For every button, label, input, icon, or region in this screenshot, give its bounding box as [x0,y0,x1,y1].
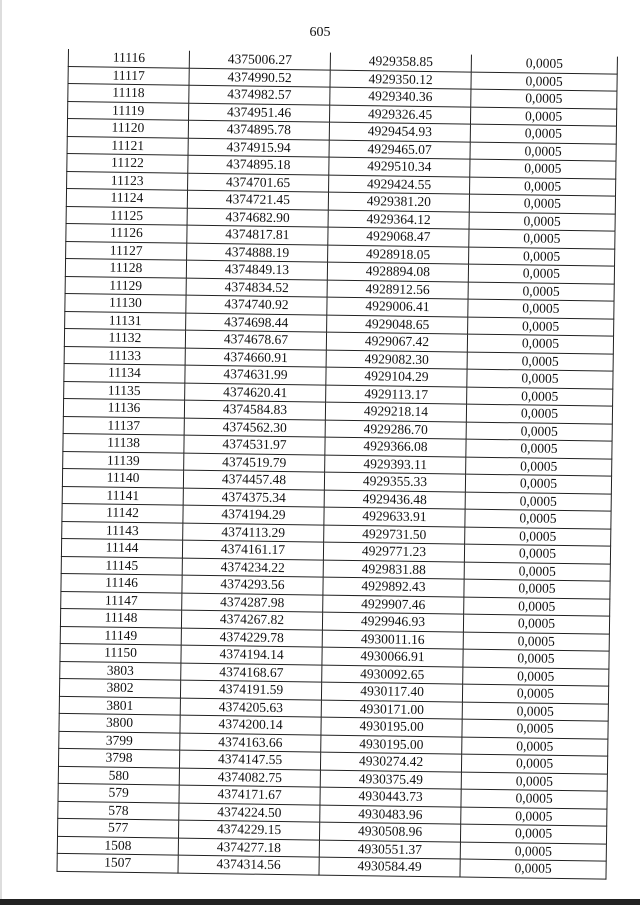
x-coordinate-cell: 4374519.79 [184,453,325,472]
tolerance-cell: 0,0005 [467,387,613,407]
y-coordinate-cell: 4930171.00 [321,700,462,719]
x-coordinate-cell: 4374171.67 [179,785,320,804]
page-number: 605 [309,25,331,40]
point-number-cell: 11133 [64,346,185,365]
y-coordinate-cell: 4930011.16 [322,630,463,649]
point-number-cell: 11143 [62,521,183,540]
y-coordinate-cell: 4929364.12 [328,210,469,229]
point-number-cell: 11137 [63,416,184,435]
y-coordinate-cell: 4929465.07 [329,140,470,159]
y-coordinate-cell: 4929366.08 [325,437,466,456]
y-coordinate-cell: 4930443.73 [320,787,461,806]
point-number-cell: 577 [58,818,179,837]
point-number-cell: 11145 [61,556,182,575]
y-coordinate-cell: 4930117.40 [321,682,462,701]
tolerance-cell: 0,0005 [460,859,606,879]
y-coordinate-cell: 4929358.85 [330,53,471,72]
tolerance-cell: 0,0005 [461,789,607,809]
tolerance-cell: 0,0005 [470,159,616,179]
tolerance-cell: 0,0005 [464,544,610,564]
x-coordinate-cell: 4374531.97 [184,435,325,454]
x-coordinate-cell: 4374620.41 [185,383,326,402]
x-coordinate-cell: 4374161.17 [182,540,323,559]
point-number-cell: 11147 [61,591,182,610]
x-coordinate-cell: 4374229.78 [181,628,322,647]
point-number-cell: 1507 [57,853,178,872]
point-number-cell: 11136 [63,398,184,417]
point-number-cell: 11139 [63,451,184,470]
x-coordinate-cell: 4374287.98 [182,593,323,612]
tolerance-cell: 0,0005 [461,807,607,827]
x-coordinate-cell: 4374200.14 [180,715,321,734]
y-coordinate-cell: 4930375.49 [320,770,461,789]
y-coordinate-cell: 4930508.96 [319,822,460,841]
y-coordinate-cell: 4928894.08 [327,262,468,281]
point-number-cell: 11138 [63,433,184,452]
x-coordinate-cell: 4374990.52 [189,68,330,87]
point-number-cell: 11148 [60,608,181,627]
y-coordinate-cell: 4930483.96 [320,805,461,824]
point-number-cell: 3801 [59,696,180,715]
tolerance-cell: 0,0005 [466,422,612,442]
tolerance-cell: 0,0005 [471,55,617,74]
y-coordinate-cell: 4930551.37 [319,840,460,859]
x-coordinate-cell: 4374701.65 [188,173,329,192]
y-coordinate-cell: 4930274.42 [320,752,461,771]
tolerance-cell: 0,0005 [463,632,609,652]
x-coordinate-cell: 4374631.99 [185,365,326,384]
tolerance-cell: 0,0005 [471,72,617,92]
tolerance-cell: 0,0005 [467,352,613,372]
coordinates-table [57,49,618,879]
tolerance-cell: 0,0005 [468,282,614,302]
tolerance-cell: 0,0005 [470,177,616,197]
point-number-cell: 11124 [66,188,187,207]
tolerance-cell: 0,0005 [465,474,611,494]
y-coordinate-cell: 4930066.91 [322,647,463,666]
y-coordinate-cell: 4929340.36 [330,87,471,106]
x-coordinate-cell: 4374163.66 [180,733,321,752]
x-coordinate-cell: 4374375.34 [183,488,324,507]
tolerance-cell: 0,0005 [465,509,611,529]
x-coordinate-cell: 4374277.18 [178,838,319,857]
point-number-cell: 11146 [61,573,182,592]
point-number-cell: 3802 [59,678,180,697]
tolerance-cell: 0,0005 [462,702,608,722]
x-coordinate-cell: 4374915.94 [188,138,329,157]
point-number-cell: 11149 [60,626,181,645]
point-number-cell: 11123 [67,171,188,190]
tolerance-cell: 0,0005 [462,684,608,704]
tolerance-cell: 0,0005 [470,107,616,127]
x-coordinate-cell: 4374562.30 [184,418,325,437]
x-coordinate-cell: 4374314.56 [178,855,319,874]
point-number-cell: 11142 [62,503,183,522]
y-coordinate-cell: 4929831.88 [323,560,464,579]
point-number-cell: 11127 [66,241,187,260]
x-coordinate-cell: 4374698.44 [186,313,327,332]
point-number-cell: 3799 [59,731,180,750]
tolerance-cell: 0,0005 [469,247,615,267]
tolerance-cell: 0,0005 [465,492,611,512]
tolerance-cell: 0,0005 [461,772,607,792]
x-coordinate-cell: 4374895.78 [188,120,329,139]
point-number-cell: 11134 [64,363,185,382]
x-coordinate-cell: 4374234.22 [182,558,323,577]
tolerance-cell: 0,0005 [470,124,616,144]
tolerance-cell: 0,0005 [462,719,608,739]
x-coordinate-cell: 4374205.63 [180,698,321,717]
tolerance-cell: 0,0005 [466,404,612,424]
y-coordinate-cell: 4929082.30 [326,350,467,369]
x-coordinate-cell: 4374224.50 [179,803,320,822]
y-coordinate-cell: 4929286.70 [325,420,466,439]
tolerance-cell: 0,0005 [469,194,615,214]
tolerance-cell: 0,0005 [470,142,616,162]
tolerance-cell: 0,0005 [464,579,610,599]
tolerance-cell: 0,0005 [463,649,609,669]
y-coordinate-cell: 4929218.14 [325,402,466,421]
tolerance-cell: 0,0005 [461,754,607,774]
y-coordinate-cell: 4929113.17 [326,385,467,404]
tolerance-cell: 0,0005 [471,89,617,109]
point-number-cell: 578 [58,801,179,820]
tolerance-cell: 0,0005 [468,299,614,319]
y-coordinate-cell: 4929104.29 [326,367,467,386]
tolerance-cell: 0,0005 [468,264,614,284]
y-coordinate-cell: 4929326.45 [330,105,471,124]
point-number-cell: 11118 [68,84,189,103]
y-coordinate-cell: 4930584.49 [319,857,460,876]
tolerance-cell: 0,0005 [460,842,606,862]
point-number-cell: 11130 [65,293,186,312]
y-coordinate-cell: 4929436.48 [324,490,465,509]
y-coordinate-cell: 4929424.55 [329,175,470,194]
y-coordinate-cell: 4929393.11 [325,455,466,474]
point-number-cell: 11135 [64,381,185,400]
tolerance-cell: 0,0005 [462,737,608,757]
coordinates-table-body [57,49,617,879]
x-coordinate-cell: 4374678.67 [185,330,326,349]
tolerance-cell: 0,0005 [469,212,615,232]
x-coordinate-cell: 4374682.90 [187,208,328,227]
tolerance-cell: 0,0005 [467,369,613,389]
x-coordinate-cell: 4375006.27 [189,51,330,70]
point-number-cell: 11117 [68,66,189,85]
point-number-cell: 11132 [64,328,185,347]
point-number-cell: 3800 [59,713,180,732]
x-coordinate-cell: 4374660.91 [185,348,326,367]
point-number-cell: 11119 [68,101,189,120]
tolerance-cell: 0,0005 [463,614,609,634]
y-coordinate-cell: 4929510.34 [329,157,470,176]
point-number-cell: 11131 [65,311,186,330]
x-coordinate-cell: 4374168.67 [181,663,322,682]
point-number-cell: 11125 [66,206,187,225]
tolerance-cell: 0,0005 [468,317,614,337]
tolerance-cell: 0,0005 [465,527,611,547]
x-coordinate-cell: 4374849.13 [186,260,327,279]
x-coordinate-cell: 4374194.29 [183,505,324,524]
y-coordinate-cell: 4928912.56 [327,280,468,299]
x-coordinate-cell: 4374721.45 [187,190,328,209]
x-coordinate-cell: 4374293.56 [182,575,323,594]
point-number-cell: 580 [58,766,179,785]
x-coordinate-cell: 4374817.81 [187,225,328,244]
tolerance-cell: 0,0005 [464,597,610,617]
x-coordinate-cell: 4374191.59 [180,680,321,699]
y-coordinate-cell: 4929454.93 [329,122,470,141]
point-number-cell: 11129 [65,276,186,295]
point-number-cell: 3798 [58,748,179,767]
coordinates-table-wrapper [57,49,613,879]
x-coordinate-cell: 4374082.75 [179,768,320,787]
y-coordinate-cell: 4929633.91 [324,507,465,526]
scan-bottom-edge [0,899,640,905]
x-coordinate-cell: 4374113.29 [183,523,324,542]
x-coordinate-cell: 4374457.48 [183,470,324,489]
y-coordinate-cell: 4929892.43 [323,577,464,596]
point-number-cell: 11122 [67,153,188,172]
point-number-cell: 11126 [66,223,187,242]
y-coordinate-cell: 4929381.20 [328,192,469,211]
x-coordinate-cell: 4374834.52 [186,278,327,297]
x-coordinate-cell: 4374740.92 [186,295,327,314]
y-coordinate-cell: 4929771.23 [323,542,464,561]
y-coordinate-cell: 4929907.46 [323,595,464,614]
point-number-cell: 1508 [57,836,178,855]
y-coordinate-cell: 4929068.47 [328,227,469,246]
point-number-cell: 11121 [67,136,188,155]
x-coordinate-cell: 4374147.55 [179,750,320,769]
x-coordinate-cell: 4374951.46 [189,103,330,122]
x-coordinate-cell: 4374267.82 [181,610,322,629]
x-coordinate-cell: 4374584.83 [184,400,325,419]
y-coordinate-cell: 4929946.93 [322,612,463,631]
y-coordinate-cell: 4930195.00 [321,717,462,736]
x-coordinate-cell: 4374895.18 [188,155,329,174]
tolerance-cell: 0,0005 [463,667,609,687]
tolerance-cell: 0,0005 [464,562,610,582]
tolerance-cell: 0,0005 [466,457,612,477]
point-number-cell: 11144 [61,538,182,557]
tolerance-cell: 0,0005 [466,439,612,459]
y-coordinate-cell: 4929355.33 [324,472,465,491]
y-coordinate-cell: 4929048.65 [327,315,468,334]
point-number-cell: 11116 [68,49,189,68]
point-number-cell: 11141 [62,486,183,505]
x-coordinate-cell: 4374229.15 [178,820,319,839]
x-coordinate-cell: 4374888.19 [187,243,328,262]
y-coordinate-cell: 4930195.00 [321,735,462,754]
scan-left-edge [0,0,2,905]
point-number-cell: 579 [58,783,179,802]
y-coordinate-cell: 4930092.65 [322,665,463,684]
x-coordinate-cell: 4374194.14 [181,645,322,664]
y-coordinate-cell: 4929731.50 [324,525,465,544]
y-coordinate-cell: 4928918.05 [328,245,469,264]
tolerance-cell: 0,0005 [467,334,613,354]
y-coordinate-cell: 4929067.42 [326,332,467,351]
y-coordinate-cell: 4929350.12 [330,70,471,89]
x-coordinate-cell: 4374982.57 [189,85,330,104]
point-number-cell: 11140 [62,468,183,487]
tolerance-cell: 0,0005 [460,824,606,844]
point-number-cell: 11150 [60,643,181,662]
tolerance-cell: 0,0005 [469,229,615,249]
y-coordinate-cell: 4929006.41 [327,297,468,316]
point-number-cell: 11120 [67,119,188,138]
point-number-cell: 3803 [60,661,181,680]
point-number-cell: 11128 [65,258,186,277]
